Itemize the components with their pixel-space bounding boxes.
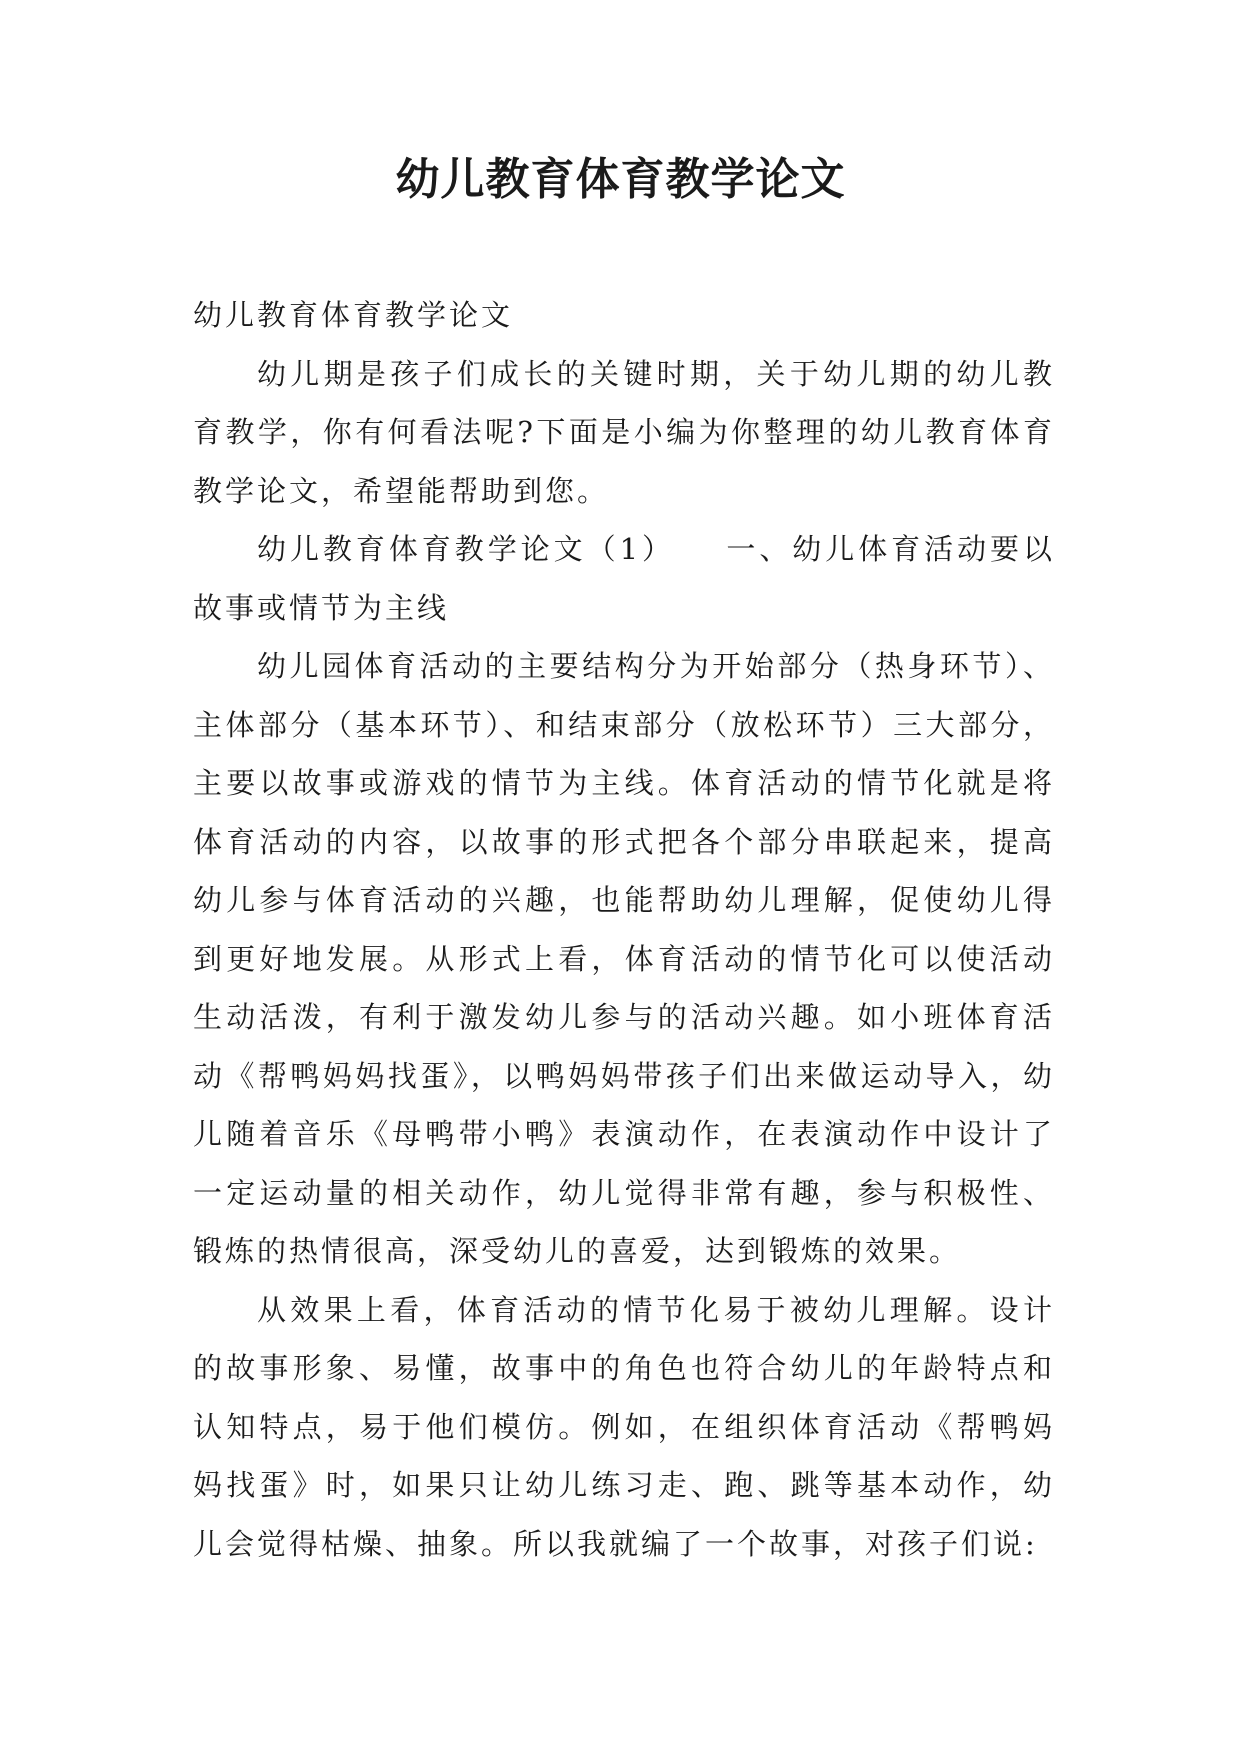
document-body (193, 286, 1055, 1573)
body-paragraph: 幼儿园体育活动的主要结构分为开始部分（热身环节）、主体部分（基本环节）、和结束部分（放松环节）三大部分，主要以故事或游戏的情节为主线。体育活动的情节化就是将体育活动的内容，以故事的形式把各个部分串联起来，提高幼儿参与体育活动的兴趣，也能帮助幼儿理解，促使幼儿得到更好地发展。从形式上看，体育活动的情节化可以使活动生动活泼，有利于激发幼儿参与的活动兴趣。如小班体育活动《帮鸭妈妈找蛋》，以鸭妈妈带孩子们出来做运动导入，幼儿随着音乐《母鸭带小鸭》表演动作，在表演动作中设计了一定运动量的相关动作，幼儿觉得非常有趣，参与积极性、锻炼的热情很高，深受幼儿的喜爱，达到锻炼的效果。 (193, 649, 1055, 1268)
subtitle-paragraph: 幼儿教育体育教学论文 (193, 298, 514, 332)
intro-paragraph: 幼儿期是孩子们成长的关键时期，关于幼儿期的幼儿教育教学，你有何看法呢?下面是小编为你整理的幼儿教育体育教学论文，希望能帮助到您。 (193, 356, 1055, 508)
body-paragraph: 从效果上看，体育活动的情节化易于被幼儿理解。设计的故事形象、易懂，故事中的角色也符合幼儿的年龄特点和认知特点，易于他们模仿。例如，在组织体育活动《帮鸭妈妈找蛋》时，如果只让幼儿练习走、跑、跳等基本动作，幼儿会觉得枯燥、抽象。所以我就编了一个故事，对孩子们说: (193, 1292, 1055, 1561)
document-title: 幼儿教育体育教学论文 (395, 154, 846, 205)
section-heading-paragraph: 幼儿教育体育教学论文（1） 一、幼儿体育活动要以故事或情节为主线 (193, 532, 1055, 625)
